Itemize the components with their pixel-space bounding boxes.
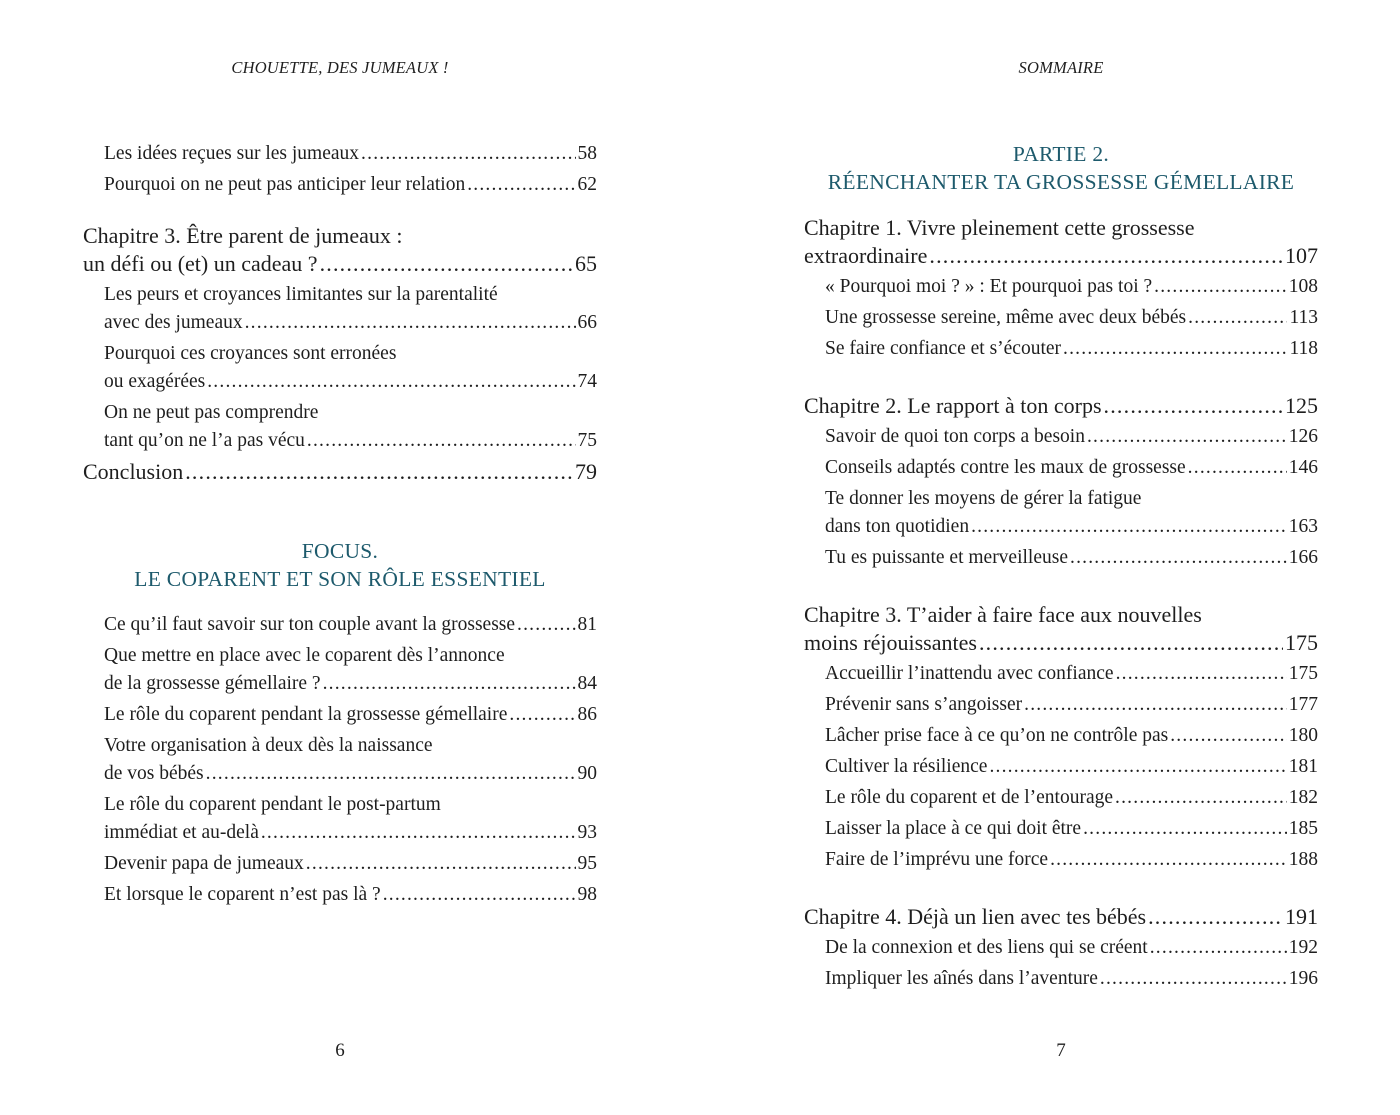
dot-leader [1063, 335, 1287, 363]
dot-leader [320, 250, 573, 278]
toc-left [83, 140, 597, 912]
dot-leader [509, 701, 575, 729]
entry-title: extraordinaire [804, 243, 928, 268]
entry-title-line1: Le rôle du coparent pendant le post-partum [104, 794, 441, 815]
entry-page: 58 [577, 143, 597, 164]
entry-title: Et lorsque le coparent n’est pas là ? [104, 884, 381, 905]
entry-title: Le rôle du coparent pendant la grossesse gémellaire [104, 704, 508, 725]
chapters-list [804, 214, 1318, 993]
entry-page: 81 [577, 614, 597, 635]
entry-page: 126 [1288, 426, 1318, 447]
chapter-entry [804, 601, 1318, 657]
dot-leader [306, 850, 576, 878]
toc-entry [804, 304, 1318, 332]
toc-entry [804, 934, 1318, 962]
entry-title: Accueillir l’inattendu avec confiance [825, 663, 1114, 684]
chapter-entry [804, 392, 1318, 420]
dot-leader [261, 819, 576, 847]
entry-page: 79 [575, 459, 597, 484]
focus-section-title [83, 537, 597, 593]
entry-title: dans ton quotidien [825, 516, 970, 537]
entry-page: 86 [577, 704, 597, 725]
toc-entry [804, 335, 1318, 363]
part-title-line1: PARTIE 2. [1012, 142, 1110, 166]
toc-entry [83, 281, 597, 337]
running-head: SOMMAIRE [1018, 58, 1104, 77]
toc-entry [804, 485, 1318, 541]
entry-title-line1: Votre organisation à deux dès la naissance [104, 735, 433, 756]
entry-title: Les idées reçues sur les jumeaux [104, 143, 360, 164]
dot-leader [1154, 273, 1287, 301]
right-page [700, 0, 1400, 1115]
entry-title-line1: On ne peut pas comprendre [104, 402, 319, 423]
entry-page: 166 [1288, 547, 1318, 568]
toc-entry [804, 846, 1318, 874]
entry-title: Pourquoi on ne peut pas anticiper leur relation [104, 174, 466, 195]
entry-page: 177 [1288, 694, 1318, 715]
section-title-line1: FOCUS. [301, 539, 379, 563]
entry-page: 188 [1288, 849, 1318, 870]
toc-entry [804, 815, 1318, 843]
entry-title-line1: Que mettre en place avec le coparent dès l’annonce [104, 645, 505, 666]
dot-leader [1024, 691, 1287, 719]
page-number: 6 [335, 1040, 345, 1061]
entry-title-line1: Pourquoi ces croyances sont erronées [104, 343, 397, 364]
dot-leader [989, 753, 1286, 781]
conclusion-entry [83, 458, 597, 486]
entry-page: 196 [1288, 968, 1318, 989]
toc-entry [804, 273, 1318, 301]
entry-page: 107 [1285, 243, 1318, 268]
entry-title: Conseils adaptés contre les maux de grossesse [825, 457, 1186, 478]
entry-page: 185 [1288, 818, 1318, 839]
dot-leader [1150, 934, 1287, 962]
entry-page: 182 [1288, 787, 1318, 808]
dot-leader [1104, 392, 1283, 420]
toc-entry [83, 732, 597, 788]
dot-leader [207, 368, 575, 396]
entry-title: Conclusion [83, 459, 184, 484]
toc-entry [804, 691, 1318, 719]
dot-leader [517, 611, 575, 639]
dot-leader [1083, 815, 1287, 843]
dot-leader [467, 171, 575, 199]
toc-entry [83, 642, 597, 698]
dot-leader [1115, 784, 1287, 812]
entry-title: de la grossesse gémellaire ? [104, 673, 321, 694]
entry-title-line2: avec des jumeaux [104, 312, 243, 333]
entry-page: 180 [1288, 725, 1318, 746]
toc-entry [83, 399, 597, 455]
entry-title: Ce qu’il faut savoir sur ton couple avant la grossesse [104, 614, 516, 635]
entry-page: 74 [577, 371, 597, 392]
entry-title-line1: Chapitre 3. T’aider à faire face aux nouvelles [804, 602, 1202, 627]
entry-title: Chapitre 2. Le rapport à ton corps [804, 393, 1102, 418]
toc-entry [804, 660, 1318, 688]
entry-title: Une grossesse sereine, même avec deux bébés [825, 307, 1187, 328]
chapter-entry [804, 903, 1318, 931]
entry-page: 181 [1288, 756, 1318, 777]
entry-title: Savoir de quoi ton corps a besoin [825, 426, 1085, 447]
chapter-entry [804, 214, 1318, 270]
entry-page: 66 [577, 312, 597, 333]
toc-entry [83, 171, 597, 199]
toc-entry [804, 753, 1318, 781]
part-title-line2: RÉENCHANTER TA GROSSESSE GÉMELLAIRE [827, 170, 1295, 194]
entry-title: Tu es puissante et merveilleuse [825, 547, 1068, 568]
toc-entry [83, 340, 597, 396]
dot-leader [1070, 544, 1287, 572]
entry-title: immédiat et au-delà [104, 822, 259, 843]
entry-title: Faire de l’imprévu une force [825, 849, 1049, 870]
entry-title: « Pourquoi moi ? » : Et pourquoi pas toi ? [825, 276, 1153, 297]
toc-entry [804, 965, 1318, 993]
toc-entry [83, 611, 597, 639]
chapter-page: 65 [575, 251, 597, 276]
entry-title: Devenir papa de jumeaux [104, 853, 304, 874]
dot-leader [979, 629, 1283, 657]
entry-page: 125 [1285, 393, 1318, 418]
entry-page: 146 [1288, 457, 1318, 478]
dot-leader [307, 427, 576, 455]
entry-page: 84 [577, 673, 597, 694]
entry-page: 192 [1288, 937, 1318, 958]
toc-entry [83, 791, 597, 847]
entry-title-line1: Chapitre 1. Vivre pleinement cette grossesse [804, 215, 1195, 240]
entry-page: 108 [1288, 276, 1318, 297]
entry-page: 98 [577, 884, 597, 905]
dot-leader [1148, 903, 1283, 931]
dot-leader [1188, 454, 1287, 482]
dot-leader [185, 458, 573, 486]
dot-leader [1087, 423, 1287, 451]
dot-leader [1188, 304, 1287, 332]
chapter-title-line1: Chapitre 3. Être parent de jumeaux : [83, 223, 403, 248]
entry-page: 191 [1285, 904, 1318, 929]
entry-title: Prévenir sans s’angoisser [825, 694, 1023, 715]
entry-page: 175 [1288, 663, 1318, 684]
entry-title: de vos bébés [104, 763, 204, 784]
dot-leader [245, 309, 576, 337]
chapter-title-line2: un défi ou (et) un cadeau ? [83, 251, 318, 276]
entry-title: moins réjouissantes [804, 630, 977, 655]
entry-page: 62 [577, 174, 597, 195]
entry-title: De la connexion et des liens qui se créent [825, 937, 1148, 958]
page-number: 7 [1056, 1040, 1066, 1061]
part-title [804, 140, 1318, 196]
toc-entry [804, 722, 1318, 750]
dot-leader [361, 140, 575, 168]
dot-leader [383, 881, 576, 909]
entry-page: 95 [577, 853, 597, 874]
section-title-line2: LE COPARENT ET SON RÔLE ESSENTIEL [134, 567, 546, 591]
dot-leader [206, 760, 576, 788]
entry-page: 175 [1285, 630, 1318, 655]
entry-page: 118 [1289, 338, 1318, 359]
entry-title: Cultiver la résilience [825, 756, 988, 777]
chapter-3-entry [83, 222, 597, 278]
dot-leader [1170, 722, 1287, 750]
toc-right [804, 140, 1318, 996]
dot-leader [323, 670, 576, 698]
dot-leader [929, 242, 1283, 270]
dot-leader [1116, 660, 1287, 688]
running-head: CHOUETTE, DES JUMEAUX ! [231, 58, 449, 77]
entry-page: 93 [577, 822, 597, 843]
entry-title: Chapitre 4. Déjà un lien avec tes bébés [804, 904, 1147, 929]
entry-title-line2: tant qu’on ne l’a pas vécu [104, 430, 305, 451]
entry-page: 75 [577, 430, 597, 451]
toc-entry [804, 454, 1318, 482]
toc-entry [83, 701, 597, 729]
entry-title-line1: Les peurs et croyances limitantes sur la parentalité [104, 284, 498, 305]
entry-title-line2: ou exagérées [104, 371, 206, 392]
dot-leader [1050, 846, 1287, 874]
entry-page: 113 [1289, 307, 1318, 328]
toc-entry [804, 784, 1318, 812]
toc-entry [804, 544, 1318, 572]
dot-leader [1100, 965, 1287, 993]
focus-entries [83, 611, 597, 909]
entry-title: Se faire confiance et s’écouter [825, 338, 1062, 359]
entry-title: Impliquer les aînés dans l’aventure [825, 968, 1098, 989]
toc-entry [83, 881, 597, 909]
entry-page: 90 [577, 763, 597, 784]
toc-entry [804, 423, 1318, 451]
toc-entry [83, 140, 597, 168]
entry-title: Lâcher prise face à ce qu’on ne contrôle pas [825, 725, 1169, 746]
entry-title: Laisser la place à ce qui doit être [825, 818, 1082, 839]
entry-title-line1: Te donner les moyens de gérer la fatigue [825, 488, 1142, 509]
toc-entry [83, 850, 597, 878]
entry-title: Le rôle du coparent et de l’entourage [825, 787, 1114, 808]
entry-page: 163 [1288, 516, 1318, 537]
dot-leader [971, 513, 1287, 541]
